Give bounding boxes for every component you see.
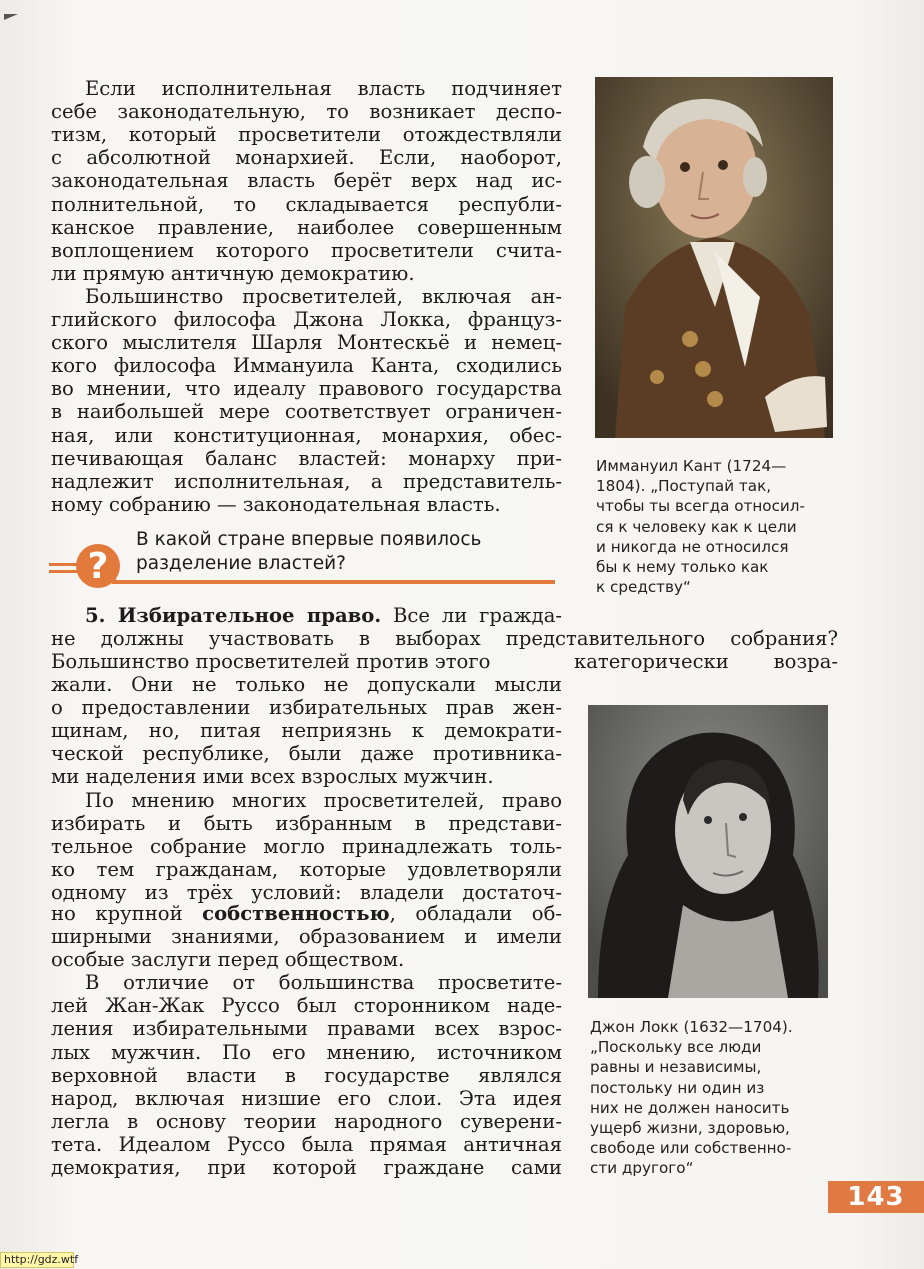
text-line: во мнении, что идеалу правового государства bbox=[51, 377, 562, 401]
text-line: воплощением которого просветители счита- bbox=[51, 238, 562, 262]
locke-portrait bbox=[588, 705, 828, 998]
caption-line: и никогда не относился bbox=[596, 537, 789, 556]
text-line: в наибольшей мере соответствует ограничен- bbox=[51, 400, 562, 424]
text-line: законодательная власть берёт верх над ис- bbox=[51, 169, 562, 193]
text-line: ному собранию — законодательная власть. bbox=[51, 492, 501, 516]
caption-line: к средству“ bbox=[596, 578, 691, 597]
wide-text-line: не должны участвовать в выборах представительного собрания? bbox=[51, 627, 838, 650]
caption-line: ся к человеку как к цели bbox=[596, 517, 797, 536]
text-line: избирать и быть избранным в представи- bbox=[51, 811, 562, 835]
text-line: кого философа Иммануила Канта, сходились bbox=[51, 354, 562, 378]
text-line: глийского философа Джона Локка, француз- bbox=[51, 308, 562, 331]
text-line: По мнению многих просветителей, право bbox=[85, 788, 562, 812]
caption-line: них не должен наносить bbox=[590, 1098, 790, 1117]
question-icon: ? bbox=[76, 544, 120, 588]
text-fragment: , обладали об- bbox=[389, 902, 563, 925]
text-line: ли прямую античную демократию. bbox=[51, 261, 415, 285]
question-stripe bbox=[49, 563, 79, 566]
caption-line: Джон Локк (1632—1704). bbox=[590, 1018, 793, 1036]
watermark: http://gdz.wtf bbox=[0, 1252, 74, 1268]
text-line: ского мыслителя Шарля Монтескьё и немец- bbox=[51, 331, 562, 355]
section-heading-rest: Все ли гражда- bbox=[393, 604, 563, 627]
caption-line: бы к нему только как bbox=[596, 558, 769, 577]
text-line: В отличие от большинства просветите- bbox=[85, 971, 562, 995]
text-line: ко тем гражданам, которые удовлетворяли bbox=[51, 857, 562, 881]
page-number: 143 bbox=[828, 1181, 924, 1213]
caption-line: постольку ни один из bbox=[590, 1078, 765, 1097]
text-line: Если исполнительная власть подчиняет bbox=[85, 77, 562, 100]
section-heading: 5. Избирательное право. bbox=[85, 604, 382, 627]
text-line: ческой республике, были даже противника- bbox=[51, 742, 562, 766]
text-line-bold bbox=[51, 902, 562, 925]
text-line: ная, или конституционная, монархия, обес- bbox=[51, 423, 562, 447]
caption-line: свободе или собственно- bbox=[590, 1139, 792, 1158]
wide-text-line: Большинство просветителей против этого bbox=[51, 650, 491, 673]
text-line: демократия, при которой граждане сами bbox=[51, 1156, 562, 1179]
caption-line: 1804). „Поступай так, bbox=[596, 477, 772, 496]
text-line: одному из трёх условий: владели достаточ- bbox=[51, 880, 562, 904]
text-line: лей Жан-Жак Руссо был сторонником наде- bbox=[51, 994, 562, 1018]
corner-mark bbox=[4, 14, 18, 20]
caption-line: сти другого“ bbox=[590, 1159, 694, 1178]
text-line: легла в основу теории народного суверени- bbox=[51, 1109, 562, 1133]
text-line: верховной власти в государстве являлся bbox=[51, 1063, 562, 1087]
wide-text-line: категорически возра- bbox=[574, 650, 838, 673]
text-line: с абсолютной монархией. Если, наоборот, bbox=[51, 146, 562, 170]
text-line: народ, включая низшие его слои. Эта идея bbox=[51, 1086, 562, 1110]
text-fragment: но крупной bbox=[51, 902, 203, 925]
text-line: канское правление, наиболее совершенным bbox=[51, 215, 562, 239]
text-line: ширными знаниями, образованием и имели bbox=[51, 925, 562, 948]
text-line: щинам, но, питая неприязнь к демократи- bbox=[51, 719, 562, 743]
question-underline bbox=[118, 580, 555, 584]
caption-line: чтобы ты всегда относил- bbox=[596, 497, 805, 516]
text-line: себе законодательную, то возникает деспо- bbox=[51, 100, 562, 124]
caption-line: ущерб жизни, здоровью, bbox=[590, 1119, 790, 1138]
text-line: тета. Идеалом Руссо была прямая античная bbox=[51, 1132, 562, 1156]
text-line: полнительной, то складывается республи- bbox=[51, 192, 562, 216]
question-text: В какой стране впервые появилось разделение властей? bbox=[136, 529, 482, 574]
text-line: о предоставлении избирательных прав жен- bbox=[51, 696, 562, 720]
text-line: особые заслуги перед обществом. bbox=[51, 948, 405, 972]
text-line: надлежит исполнительная, а представитель- bbox=[51, 469, 562, 493]
text-line: тельное собрание могло принадлежать толь- bbox=[51, 834, 562, 858]
kant-portrait bbox=[595, 77, 833, 438]
key-term: собственностью bbox=[202, 902, 390, 925]
text-line: ления избирательными правами всех взрос- bbox=[51, 1017, 562, 1041]
section-heading-line bbox=[85, 604, 562, 627]
question-stripe bbox=[49, 570, 79, 573]
locke-caption bbox=[590, 1017, 830, 1179]
kant-caption bbox=[596, 456, 836, 597]
text-line: печивающая баланс властей: монарху при- bbox=[51, 446, 562, 470]
caption-line: Иммануил Кант (1724— bbox=[596, 457, 787, 475]
caption-line: равны и независимы, bbox=[590, 1058, 762, 1077]
text-line: ми наделения ими всех взрослых мужчин. bbox=[51, 765, 494, 789]
text-line: тизм, который просветители отождествляли bbox=[51, 123, 562, 147]
caption-line: „Поскольку все люди bbox=[590, 1038, 762, 1057]
text-line: Большинство просветителей, включая ан- bbox=[85, 284, 562, 308]
text-line: жали. Они не только не допускали мысли bbox=[51, 673, 562, 696]
text-line: лых мужчин. По его мнению, источником bbox=[51, 1040, 562, 1064]
